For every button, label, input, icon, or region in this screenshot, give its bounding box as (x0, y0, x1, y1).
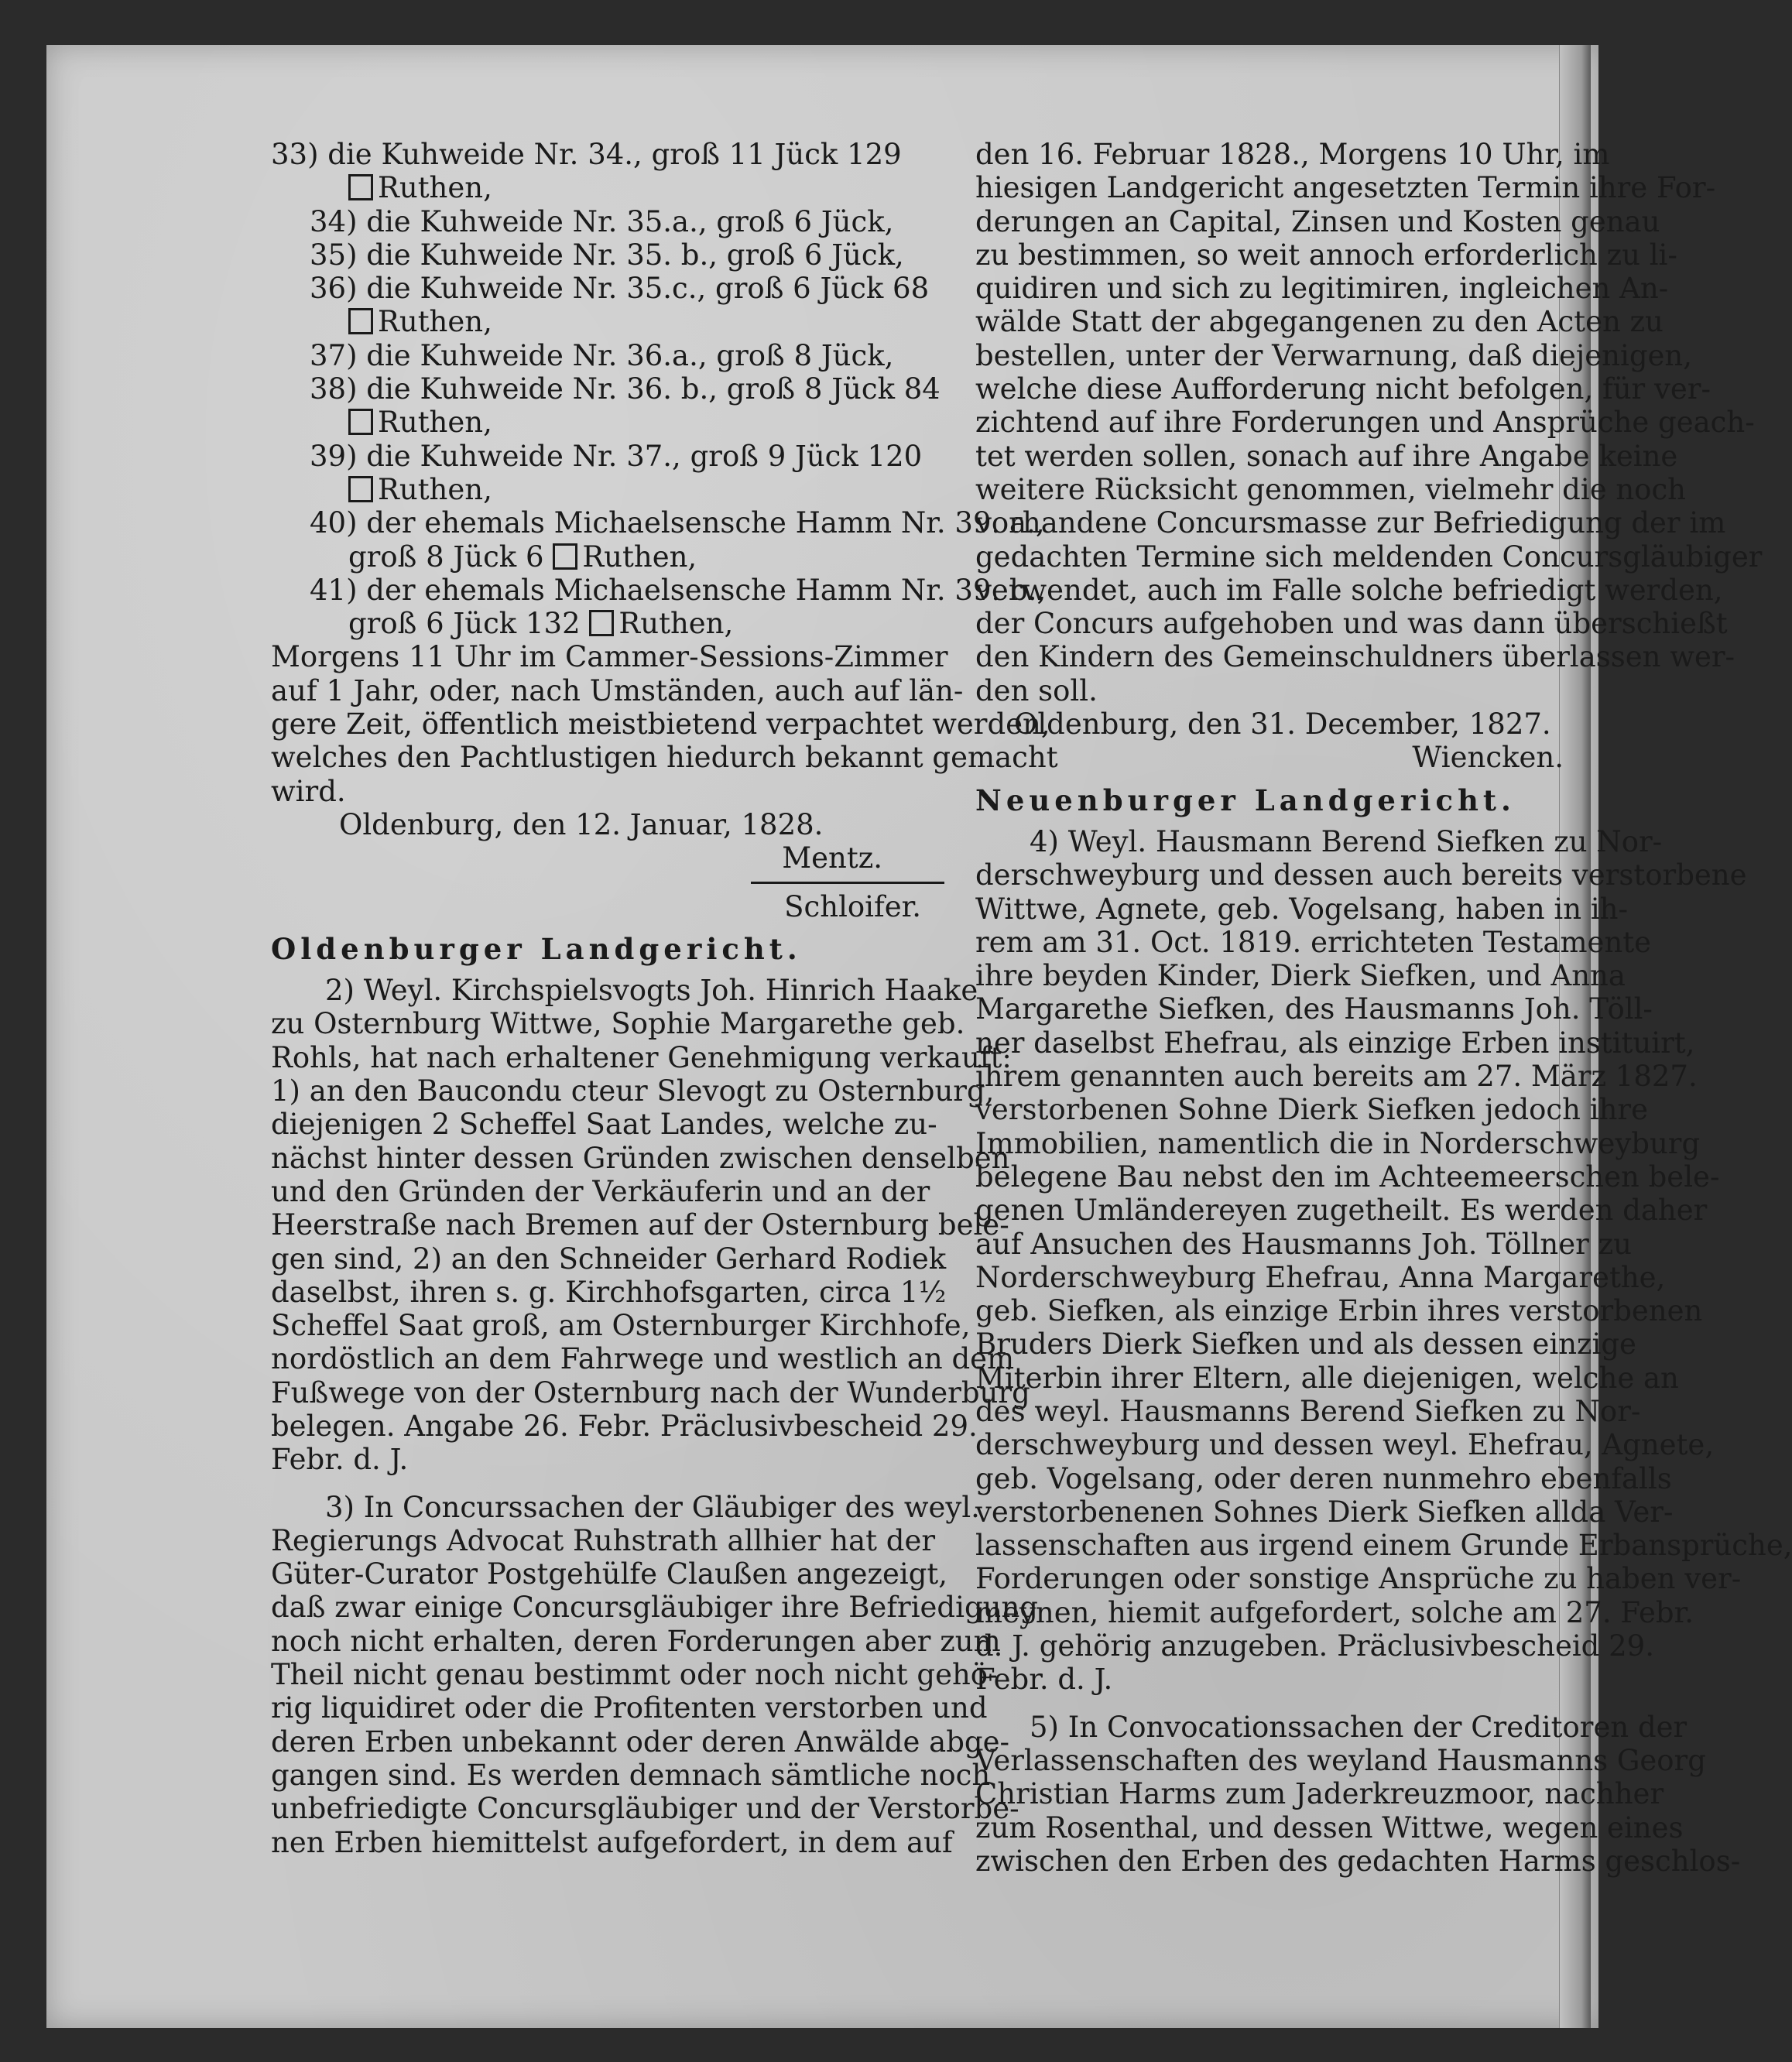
paragraph-line: den Kindern des Gemeinschuldners überlassen wer- (975, 640, 1735, 674)
square-rod-symbol (348, 308, 373, 334)
paragraph-line: wird. (271, 774, 346, 808)
paragraph-line: wälde Statt der abgegangenen zu den Acten zu (975, 305, 1664, 339)
list-item: 34) die Kuhweide Nr. 35.a., groß 6 Jück, (310, 204, 894, 238)
paragraph-line: zum Rosenthal, und dessen Wittwe, wegen eines (975, 1810, 1684, 1844)
paragraph-line: Immobilien, namentlich die in Norderschweyburg (975, 1126, 1701, 1160)
paragraph-line: Rohls, hat nach erhaltener Genehmigung verkauft: (271, 1040, 1012, 1074)
paragraph-line: deren Erben unbekannt oder deren Anwälde abge- (271, 1725, 1009, 1759)
paragraph-line: der Concurs aufgehoben und was dann überschießt (975, 607, 1728, 641)
paragraph-line: 5) In Convocationssachen der Creditoren der (1030, 1710, 1687, 1744)
list-item (271, 473, 952, 506)
paragraph-line: gen sind, 2) an den Schneider Gerhard Rodiek (271, 1242, 947, 1276)
paragraph-line: daß zwar einige Concursgläubiger ihre Befriedigung (271, 1591, 1038, 1625)
paragraph-line: Morgens 11 Uhr im Cammer-Sessions-Zimmer (271, 640, 948, 674)
paragraph-line: Christian Harms zum Jaderkreuzmoor, nachher (975, 1777, 1664, 1811)
list-item: 36) die Kuhweide Nr. 35.c., groß 6 Jück 68 (310, 272, 930, 306)
paragraph-line: Regierungs Advocat Ruhstrath allhier hat der (271, 1523, 936, 1557)
list-item: 41) der ehemals Michaelsensche Hamm Nr. 39. b., (310, 573, 1047, 607)
list-item (271, 406, 952, 439)
paragraph-line: auf 1 Jahr, oder, nach Umständen, auch auf län- (271, 673, 964, 707)
list-item-text: Ruthen, (618, 607, 734, 641)
paragraph-line: Febr. d. J. (271, 1443, 409, 1477)
spacer (975, 1697, 1649, 1711)
paragraph-line: daselbst, ihren s. g. Kirchhofsgarten, circa 1½ (271, 1275, 947, 1309)
paragraph-line: Güter-Curator Postgehülfe Claußen angezeigt, (271, 1557, 948, 1591)
paragraph-line: vorhandene Concursmasse zur Befriedigung der im (975, 506, 1726, 540)
place-date: Oldenburg, den 12. Januar, 1828. (339, 807, 824, 841)
paragraph-line: Theil nicht genau bestimmt oder noch nicht gehö- (271, 1658, 998, 1692)
paragraph-line: Forderungen oder sonstige Ansprüche zu haben ver- (975, 1562, 1742, 1596)
paragraph-line: den soll. (975, 673, 1098, 707)
paragraph-line: zwischen den Erben des gedachten Harms geschlos- (975, 1844, 1741, 1878)
paragraph-line: nen Erben hiemittelst aufgefordert, in dem auf (271, 1825, 953, 1859)
paragraph-line: gere Zeit, öffentlich meistbietend verpachtet werden, (271, 707, 1050, 742)
paragraph-line: 2) Weyl. Kirchspielsvogts Joh. Hinrich Haake (325, 974, 978, 1008)
paragraph-line: nordöstlich an dem Fahrwege und westlich an dem (271, 1342, 1015, 1376)
paragraph-line: weitere Rücksicht genommen, vielmehr die noch (975, 472, 1687, 506)
paragraph-line: welche diese Aufforderung nicht befolgen, für ver- (975, 372, 1711, 406)
signature: Mentz. (782, 841, 882, 875)
paragraph-line: gedachten Termine sich meldenden Concursgläubiger (975, 539, 1763, 574)
paragraph-line: verstorbenen Sohne Dierk Siefken jedoch ihre (975, 1093, 1648, 1127)
square-rod-symbol (589, 610, 614, 636)
paragraph-line: noch nicht erhalten, deren Forderungen aber zum (271, 1624, 1001, 1658)
paragraph-line: zu bestimmen, so weit annoch erforderlich zu li- (975, 238, 1677, 272)
newspaper-page (46, 45, 1792, 2028)
paragraph-line: belegen. Angabe 26. Febr. Präclusivbescheid 29. (271, 1409, 978, 1443)
list-item: 39) die Kuhweide Nr. 37., groß 9 Jück 120 (310, 439, 923, 473)
paragraph-line: 3) In Concurssachen der Gläubiger des weyl. (325, 1490, 980, 1524)
signature: Wiencken. (1412, 741, 1564, 775)
paragraph-line: Fußwege von der Osternburg nach der Wunderburg (271, 1375, 1030, 1409)
paragraph-line: rig liquidiret oder die Profitenten verstorben und (271, 1691, 988, 1725)
paragraph-line: Scheffel Saat groß, am Osternburger Kirchhofe, (271, 1309, 971, 1343)
paragraph-line: zichtend auf ihre Forderungen und Ansprüche geach- (975, 406, 1755, 440)
paragraph-line: derungen an Capital, Zinsen und Kosten genau (975, 204, 1660, 238)
paragraph-line: Febr. d. J. (975, 1663, 1113, 1697)
list-item-text: Ruthen, (582, 539, 697, 574)
paragraph-line: bestellen, unter der Verwarnung, daß diejenigen, (975, 338, 1693, 372)
paragraph-line: geb. Siefken, als einzige Erbin ihres verstorbenen (975, 1294, 1703, 1328)
right-column (975, 138, 1792, 1878)
spacer (271, 1477, 952, 1491)
paragraph-line: Norderschweyburg Ehefrau, Anna Margarethe, (975, 1260, 1666, 1294)
paragraph-line: auf Ansuchen des Hausmanns Joh. Töllner zu (975, 1227, 1632, 1261)
square-rod-symbol (348, 174, 373, 200)
square-rod-symbol (348, 476, 373, 502)
paragraph-line: genen Umländereyen zugetheilt. Es werden daher (975, 1194, 1708, 1228)
list-item-text: Ruthen, (378, 472, 492, 506)
paragraph-line: quidiren und sich zu legitimiren, ingleichen An- (975, 272, 1669, 306)
list-item: 33) die Kuhweide Nr. 34., groß 11 Jück 129 (271, 138, 902, 171)
paragraph-line: derschweyburg und dessen auch bereits verstorbene (975, 858, 1747, 892)
paragraph-line: hiesigen Landgericht angesetzten Termin ihre For- (975, 171, 1716, 205)
list-item-text: Ruthen, (378, 406, 492, 440)
list-item-text: groß 6 Jück 132 (348, 607, 581, 641)
paragraph-line: Heerstraße nach Bremen auf der Osternburg bele- (271, 1208, 1009, 1242)
paragraph-line: lassenschaften aus irgend einem Grunde Erbansprüche, (975, 1529, 1792, 1563)
paragraph-line: welches den Pachtlustigen hiedurch bekannt gemacht (271, 741, 1058, 775)
paragraph-line: 4) Weyl. Hausmann Berend Siefken zu Nor- (1030, 824, 1663, 858)
section-heading: Neuenburger Landgericht. (975, 783, 1516, 817)
paragraph-line: belegene Bau nebst den im Achteemeerschen bele- (975, 1159, 1720, 1194)
list-item-text: Ruthen, (378, 171, 492, 205)
paragraph-line: ner daselbst Ehefrau, als einzige Erben instituirt, (975, 1026, 1695, 1060)
paragraph-line: rem am 31. Oct. 1819. errichteten Testamente (975, 925, 1652, 959)
paragraph-line: ihre beyden Kinder, Dierk Siefken, und Anna (975, 959, 1626, 993)
paragraph-line: 1) an den Baucondu cteur Slevogt zu Osternburg, (271, 1074, 995, 1108)
list-item: 35) die Kuhweide Nr. 35. b., groß 6 Jück, (310, 238, 904, 272)
list-item (271, 305, 952, 338)
paragraph-line: diejenigen 2 Scheffel Saat Landes, welche zu- (271, 1108, 937, 1142)
paragraph-line: derschweyburg und dessen weyl. Ehefrau, Agnete, (975, 1428, 1715, 1462)
paragraph-line: d. J. gehörig anzugeben. Präclusivbescheid 29. (975, 1629, 1654, 1663)
paragraph-line: gangen sind. Es werden demnach sämtliche noch (271, 1758, 991, 1792)
list-item: 38) die Kuhweide Nr. 36. b., groß 8 Jück 84 (310, 372, 941, 406)
paragraph-line: nächst hinter dessen Gründen zwischen denselben (271, 1141, 1010, 1175)
paragraph-line: des weyl. Hausmanns Berend Siefken zu Nor- (975, 1394, 1641, 1428)
paragraph-line: verwendet, auch im Falle solche befriedigt werden, (975, 573, 1723, 607)
paragraph-line: den 16. Februar 1828., Morgens 10 Uhr, im (975, 138, 1610, 171)
paragraph-line: Wittwe, Agnete, geb. Vogelsang, haben in ih- (975, 892, 1628, 926)
section-heading: Oldenburger Landgericht. (271, 931, 802, 966)
paragraph-line: Verlassenschaften des weyland Hausmanns Georg (975, 1743, 1706, 1777)
paragraph-line: geb. Vogelsang, oder deren nunmehro ebenfalls (975, 1461, 1672, 1495)
list-item-text: groß 8 Jück 6 (348, 539, 544, 574)
square-rod-symbol (348, 409, 373, 435)
list-item: 40) der ehemals Michaelsensche Hamm Nr. 39. a., (310, 506, 1045, 540)
paragraph-line: tet werden sollen, sonach auf ihre Angabe keine (975, 439, 1678, 473)
section-divider (751, 882, 944, 884)
paragraph-line: verstorbenenen Sohnes Dierk Siefken allda Ver- (975, 1495, 1674, 1529)
list-item-text: Ruthen, (378, 305, 492, 339)
paragraph-line: Margarethe Siefken, des Hausmanns Joh. Töll- (975, 992, 1653, 1026)
paragraph-line: ihrem genannten auch bereits am 27. März 1827. (975, 1060, 1698, 1094)
list-item (271, 171, 952, 204)
paragraph-line: zu Osternburg Wittwe, Sophie Margarethe geb. (271, 1007, 965, 1041)
paragraph-line: unbefriedigte Concursgläubiger und der Verstorbe- (271, 1792, 1019, 1826)
list-item (271, 607, 952, 640)
paragraph-line: meynen, hiemit aufgefordert, solche am 27. Febr. (975, 1595, 1694, 1629)
list-item: 37) die Kuhweide Nr. 36.a., groß 8 Jück, (310, 338, 894, 372)
paragraph-line: und den Gründen der Verkäuferin und an der (271, 1174, 930, 1208)
square-rod-symbol (553, 543, 577, 570)
signature: Schloifer. (784, 889, 921, 923)
paragraph-line: Bruders Dierk Siefken und als dessen einzige (975, 1327, 1636, 1362)
list-item (271, 540, 952, 574)
paragraph-line: Miterbin ihrer Eltern, alle diejenigen, welche an (975, 1361, 1679, 1395)
place-date: Oldenburg, den 31. December, 1827. (1014, 707, 1551, 742)
